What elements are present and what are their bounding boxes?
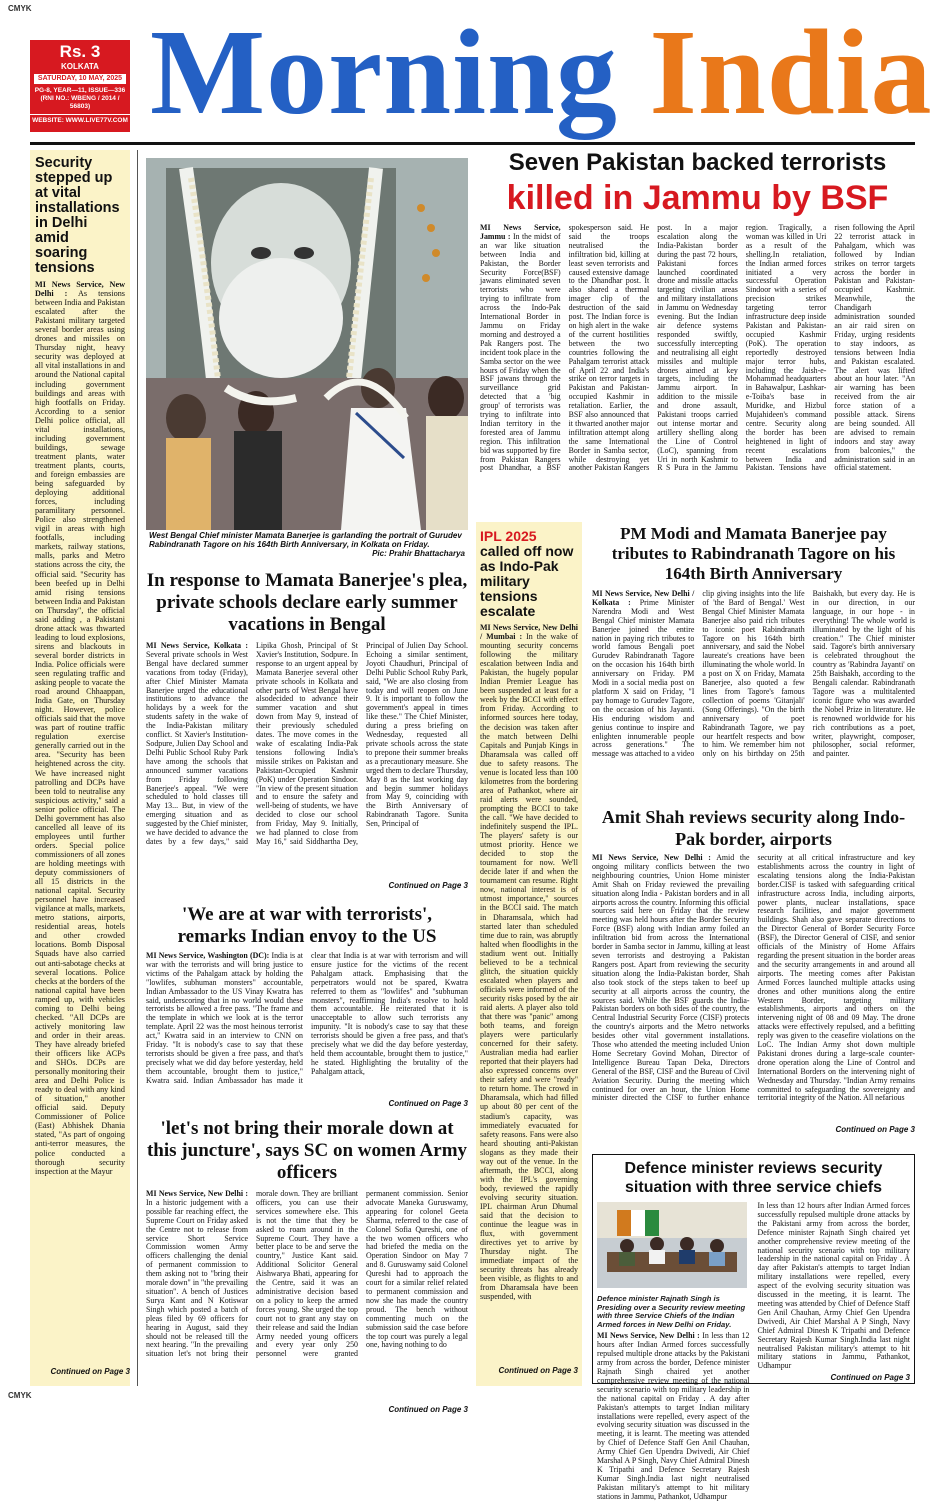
photo-illustration [146,158,468,530]
column-divider [137,150,138,1386]
ipl-headline: called off now as Indo-Pak military tensions escalate [480,543,574,619]
ipl-tag: IPL 2025 [480,528,537,544]
defence-continued[interactable]: Continued on Page 3 [830,1373,910,1382]
masthead-word-india: India [649,5,933,140]
envoy-story [146,904,468,1108]
ipl-body [480,623,578,1363]
defence-meeting-photo [597,1202,747,1288]
schools-story [146,570,468,890]
schools-text: Several private schools in West Bengal have declared summer vacations from today (Friday), after Chief Minister Mamata Banerjee urged the educational institutions to advance the holidays by a week for the students safety in the wake of the India-Pakistan military conflict. St Xavier's Institution-Sodpure, Julien Day School and Delhi Public School Ruby Park have among the schools that announced summer vacations from Friday following Banerjee's appeal. "We were scheduled to hold classes till May 13... But, in view of the emerging situation and as suggested by the Chief minister, we have decided to advance the dates by a few days," said Lipika Ghosh, Principal of St Xavier's Institution, Sodpure. In response to an urgent appeal by Mamata Banerjee several other private schools in Kolkata and other parts of West Bengal have alsodecided to advance their summer vacation and shut down from May 9, instead of their previously scheduled dates. The move comes in the wake of escalating India-Pak tensions following India's missile strikes on Pakistan and Pakistan-Occupied Kashmir (PoK) under Operation Sindoor. "In view of the present situation and to ensure the safety and well-being of students, we have decided to close our school from Friday, May 9. Initially, we had planned to close from May 16," said Siddhartha Dey, Principal of Julien Day School. Echoing a similar sentiment, Joyoti Chaudhuri, Principal of Delhi Public School Ruby Park, said, "We are also closing from today and will reopen on June 9. It is important to follow the government's appeal in times like these." The Chief Minister, during a press briefing on Wednesday, requested all private schools across the state to prepone their summer breaks as a precautionary measure. She urged them to declare Thursday, May 8 as the last working day and begin summer holidays from May 9, coinciding with the Birth Anniversary of Rabindranath Tagore. Sunita Sen, Principal of [146,641,468,846]
ipl-text: In the wake of mounting security concerns following the military escalation between India and Pakistan, the hugely popular Indian Premier League has been suspended at least for a week by the BCCI with effect from Friday. According to informed sources here today, the decision was taken after the match between Delhi Capitals and Punjab Kings in Dharamsala was called off due to safety reasons. The venue is located less than 100 kilometres from the bordering area of Pathankot, where air raid alerts were sounded, prompting the BCCI to take the call. "We have decided to indefinitely suspend the IPL. The players' safety is our utmost priority. Hence we decided to stop the tournament for now. We'll decide later if and when the tournament can resume. Right now, national interest is of utmost importance," sources in the BCCI said. The match in Dharamsala, which had started later than scheduled time due to rain, was abruptly halted when floodlights in the stadium went out. Initially believed to be a technical glitch, the situation quickly escalated when players and officials were informed of the security risks posed by the air raid alerts. A player also told that there was "panic" among both teams, and foreign players were particularly concerned for their safety. Australian media had earlier reported that their players had also expressed concerns over their safety and were "ready" to return home. The crowd in Dharamsala, which had filled up about 80 per cent of the stadium's capacity, was immediately evacuated for safety reasons. Fans were also heard shouting anti-Pakistan slogans as they made their way out of the venue. In the aftermath, the BCCI, along with the IPL's governing body, reviewed the rapidly evolving security situation. IPL chairman Arun Dhumal said that the decision to continue the league was in flux, with government directives yet to arrive by Thursday night. The immediate impact of the security threats has already been visible, as flights to and from Dharamsala have been suspended, with [480,632,578,1302]
tagore-headline: PM Modi and Mamata Banerjee pay tributes to Rabindranath Tagore on his 164th Birth Anniversary [611,524,896,583]
rni-number: (RNI NO.: WBENG / 2014 / 56803) [40,95,120,110]
defence-text: In less than 12 hours after Indian Armed forces successfully repulsed multiple drone attacks by the Pakistani army from across the border, Defence minister Rajnath Singh chaired yet another comprehensive review meeting of the national security scenario with top military leadership in the national capital on Friday . A day after Pakistan's attempts to target Indian military installations were repelled, every aspect of the evolving security situation was discussed in the meeting, it is learnt. The meeting was attended by Chief of Defence Staff Gen Anil Chauhan, Army Chief Gen Upendra Dwivedi, Air Chief Marshal A P Singh, Navy Chief Admiral Dinesh K Tripathi and Defence Secretary Rajesh Kumar Singh.India last night neutralised Pakistan military's attempt to hit military stations in Jammu, Pathankot, Udhampur [597,1331,750,1501]
envoy-continued[interactable]: Continued on Page 3 [388,1099,468,1108]
masthead-word-morning: Morning [150,5,618,140]
issue-meta: PG-8, YEAR—11, ISSUE—336 [34,87,126,94]
website-link[interactable]: WEBSITE: WWW.LIVE77V.COM [30,114,130,124]
lead-text: In the midst of an war like situation between India and Pakistan, the Border Security Force(BSF) jawans eliminated seven terrorists who were trying to infiltrate from across the Indo-Pak International Border in Jammu on Friday morning and destroyed a Pak Rangers post. The incident took place in the Samba sector on the wee hours of Friday when the BSF jawans through the surveillance grid detected that a 'big group' of terrorists was trying to infiltrate into Indian territory in the forested area of Jammu region. This infiltration bid was supported by fire from Pakistan Rangers post Dhandhar, a BSF spokesperson said. He said the troops neutralised the infiltration bid, killing at least seven terrorists and caused extensive damage to the Dhandhar post. It also shared a thermal imager clip of the destruction of the said post. The Indian force is on high alert in the wake of the current hostilities between the two countries following the Pahalgam terrorist attack of April 22 and India's strike on terror targets in Pakistan and Pakistan-occupied Kashmir in retaliation. Earlier, the BSF also announced that it thwarted another major infiltration attempt along the same International Border in Samba sector, while destroying yet another Pakistan Rangers post. In a major escalation along the India-Pakistan border during the past 72 hours, Pakistani forces launched coordinated drone and missile attacks targeting civilian areas and military installations in Jammu on Wednesday evening. But the Indian air defence systems responded swiftly, successfully intercepting and neutralising all eight missiles and multiple drones aimed at key targets, including the Jammu airport. In addition to the missile and drone assault, Pakistani troops carried out intense mortar and artillery shelling along the Line of Control (LoC), spanning from Uri in north Kashmir to R S Pura in the Jammu region. Tragically, a woman was killed in Uri as a result of the shelling.In retaliation, the Indian armed forces initiated a very successful Operation Sindoor with a series of precision strikes targeting terror infrastructure deep inside Pakistan and Pakistan-occupied Kashmir (PoK). The operation reportedly destroyed major terror hubs, including the Jaish-e-Mohammad headquarters in Bahawalpur, Lashkar-e-Toiba's base in Muridke, and Hizbul Mujahideen's command centre. Security along the border has been heightened in light of recent escalations between India and Pakistan. Tensions have risen following the April 22 terrorist attack in Pahalgam, which was followed by Indian strikes on terror targets across the border in Pakistan and Pakistan-occupied Kashmir. Meanwhile, the Chandigarh administration sounded an air raid siren on Friday, urging residents to stay indoors, as tensions between India and Pakistan escalated. The alert was lifted about an hour later. "An air warning has been received from the air force station of a possible attack. Sirens are being sounded. All are advised to remain indoors and stay away from balconies," the administration said in an official statement. [480,223,915,473]
sc-story [146,1118,468,1414]
lead-headline: killed in Jammu by BSF [506,179,889,217]
left-article-headline: Security stepped up at vital installations in Delhi amid soaring tensions [35,155,120,276]
lead-photo-caption [146,530,468,559]
shah-text: Amid the ongoing military conflicts between the two neighbouring countries, Union Home minister Amit Shah on Friday reviewed the prevailing situation along India - Pakistan borders and in all airports across the country. Informing this official sources said here on Friday that the review meeting was held hours after the Border Security Force (BSF) along with Indian army foiled an infiltration bid from across the International border in Samba sector in Jammu, killing at least seven terrorists and destroying a Pakistan Rangers post. Apart from reviewing the security situation along the India-Pakistan border, Shah also took stock of the steps taken to beef up security at all airports across the country, the sources said. While the BSF guards the India-Pakistan borders on both sides of the country, the Central Industrial Security Force (CISF) protects the country's airports and the Metro networks besides other vital government installations. Those who attended the meeting included Union Home Secretary Govind Mohan, Director of Intelligence Bureau Tapan Deka, Directors General of the BSF, CISF and the Bureau of Civil Aviation Security. During the meeting which continued for over an hour, the Union Home minister directed the CISF to further enhance security at all critical infrastructure and key establishments across the country in light of escalating tensions along the India-Pakistan border.CISF is tasked with safeguarding critical infrastructure across India, including airports, power plants, nuclear installations, space research facilities, and major government buildings. Shah also gave separate directions to the Director General of Border Security Force (BSF), the Director General of CISF, and senior officials of the Ministry of Home Affairs regarding the present situation in the border areas and the security arrangements in and around all airports. The meeting comes after Pakistan Armed Forces launched multiple attacks using drones and other munitions along the entire Western Border, targeting military establishments, airports and others on the intervening night of 08 and 09 May. The drone attacks were effectively repulsed, and a befitting reply was given to the ceasefire violations on the LoC. The Indian Army shot down multiple Pakistani drones during a large-scale counter-drone operation along the Line of Control and International Borders on the intervening night of Wednesday and Thursday. "Indian Army remains committed to safeguarding the sovereignty and territorial integrity of the Nation. All nefarious [592,853,915,1103]
schools-headline: In response to Mamata Banerjee's plea, private schools declare early summer vacations in Bengal [146,570,468,635]
schools-continued[interactable]: Continued on Page 3 [388,881,468,890]
tagore-story [592,524,915,796]
left-article-dateline: MI News Service, New Delhi : [35,280,125,299]
ipl-dateline: MI News Service, New Delhi / Mumbai : [480,623,578,642]
ipl-continued[interactable]: Continued on Page 3 [498,1366,578,1375]
price: Rs. 3 [59,42,101,61]
shah-continued[interactable]: Continued on Page 3 [835,1125,915,1134]
newspaper-masthead [150,5,933,140]
defence-body-left [597,1331,750,1501]
masthead-rule [30,142,915,145]
sc-body [146,1190,468,1402]
edition-city: KOLKATA [61,62,99,71]
envoy-text: India is at war with the terrorists and will bring justice to victims of the Pahalgam attack by holding the "lowlifes, subhuman monsters" accountable, Indian Ambassador to the US Vinay Kwatra has said, underscoring that in no world would these terrorists be allowed a free pass. "The frame and the template in which we look at is the terror template. April 22 was the most heinous terrorist act," Kwatra said in an interview to CNN on Friday. "It is nobody's case to say that these terrorists should be given a free pass, and that's precisely what we did day before yesterday, held them accountable, brought them to justice," Kwatra said. Indian Ambassador has made it clear that India is at war with terrorism and will ensure justice for the victims of the recent Pahalgam attack. Emphasising that the perpetrators would not be spared, Kwatra referred to them as "lowlifes" and "subhuman monsters", reaffirming India's resolve to hold them accountable. He reiterated that it is unacceptable to allow such terrorists any impunity. "It is nobody's case to say that these terrorists should be given a free pass, and that's precisely what we did the day before yesterday, held them accountable, brought them to justice," he stated. Highlighting the brutality of the Pahalgam attack, [146,951,468,1085]
sc-dateline: MI News Service, New Delhi : [146,1189,248,1198]
lead-kicker: Seven Pakistan backed terrorists [508,149,887,176]
price-box [30,40,130,132]
lead-photo [146,158,468,530]
left-column-article [30,150,130,1386]
tagore-body [592,590,915,796]
shah-headline: Amit Shah reviews security along Indo-Pak border, airports [601,807,906,849]
lead-story [480,148,915,516]
shah-body [592,854,915,1122]
defence-story [592,1154,915,1501]
schools-dateline: MI News Service, Kolkata : [146,641,248,650]
left-continued[interactable]: Continued on Page 3 [50,1367,130,1376]
schools-body [146,642,468,878]
tagore-dateline: MI News Service, New Delhi / Kolkata : [592,589,695,607]
defence-dateline: MI News Service, New Delhi : [597,1331,700,1341]
left-article-text: As tensions between India and Pakistan escalated after the Pakistani military targeted several border areas using drones and missiles on Thursday night, heavy security was deployed at all vital installations in and around the National capital including government buildings and areas with high footfalls on Friday. According to a senior Delhi police official, all vital installations, including government buildings, sewage treatment plants, water treatment plants, courts, and foreign embassies are being safeguarded by deploying additional forces, including paramilitary personnel. Police also strengthened vigil in areas with high footfalls, including markets, railway stations, malls, parks and Metro stations across the city, the official said. "Security has been beefed up in Delhi amid rising tensions between India and Pakistan on Thursday", the official said adding , a Pakistani drone attack was thwarted leading to loud explosions, sirens and blackouts in several border districts in India. Police officials were seen regulating traffic and asking people to vacate the road around Chhaappan, India Gate, on Thursday night. However, police officials said that the move was part of routine traffic regulation exercise generally carried out in the area. "Security has been heightened across the city. We have increased night patrolling and DCPs have been told to neutralise any suspicious activity," said a senior police official. The Delhi government has also cancelled all leave of its employees until further orders. Special police commissioners of all zones are holding meetings with deputy commissioners of all 15 districts in the national capital. Security personnel have increased vigilance at malls, markets, metro stations, airports, residential areas, hotels and other crowded locations. Bomb Disposal Squads have also carried out anti-sabotage checks at several locations. Police checks at the borders of the national capital have been ramped up, with vehicles coming to Delhi being checked. "All DCPs are actively monitoring law and order in their areas. They have already briefed their officers like ACPs and SHOs. DCPs are personally monitoring their area and Delhi Police is ready to deal with any kind of situation," another official said. Deputy Commissioner of Police (East) Abhishek Dhania stated, "As part of ongoing anti-terror measures, the police conducted a thorough security inspection at the Mayur [35,289,125,1176]
issue-date: SATURDAY, 10 MAY, 2025 [34,74,126,84]
sc-text: In a historic judgement with a possible far reaching effect, the Supreme Court on Friday asked the Centre not to release from service Short Service Commission women Army officers challenging the denial of permanent commission to them asking not to "bring their morale down" in "the prevailing situation". A bench of Justices Surya Kant and N Kotiswar Singh which posted a batch of pleas filed by 69 officers for hearing in August, said they should not be released till the next hearing. "In the prevailing situation let's not bring their morale down. They are brilliant officers, you can use their services somewhere else. This is not the time that they be asked to roam around in the Supreme Court. They have a better place to be and serve the country," Justice Kant said. Additional Solicitor General Aishwarya Bhati, appearing for the Centre, said it was an administrative decision based on a policy to keep the armed forces young. She urged the top court not to grant any stay on their release and said the Indian Army needed young officers and every year only 250 personnel were granted permanent commission. Senior advocate Maneka Guruswamy, appearing for colonel Geeta Sharma, referred to the case of Colonel Sofia Qureshi, one of the two women officers who had briefed the media on the Operation Sindoor on May 7 and 8. Guruswamy said Colonel Qureshi had to approach the court for a similar relief related to permanent commission and now she has made the country proud. The bench without commenting much on the submission said the case before the top court was purely a legal one, having nothing to do [146,1189,468,1359]
envoy-headline: 'We are at war with terrorists', remarks Indian envoy to the US [177,904,437,947]
ipl-story [476,522,582,1386]
tagore-text: Prime Minister Narendra Modi and West Bengal Chief minister Mamata Banerjee joined the entire nation in paying rich tributes to world famous Bengali poet Gurudev Rabindranath Tagore on the occasion his 164th birth anniversary on Friday. PM Modi in a social media post on platform X said on Friday, "I pay homage to Gurudev Tagore, on the occasion of his Jayanti. His enduring wisdom and genius continue to inspire and enlighten innumerable people across generations." The message was attached to a video clip giving insights into the life of 'the Bard of Bengal.' West Bengal Chief Minister Mamata Banerjee also paid rich tributes to iconic poet Rabindranath Tagore on his 164th birth anniversary, and said the Nobel laureate's creations have been illuminating the whole world. In a post on X on Friday, Mamata Banerjee, also quoted a few lines from Tagore's famous collection of poems 'Gitanjali' (Song Offerings). "On the birth anniversary of poet Rabindranath Tagore, we pay our heartfelt respects and bow to him. We remember him not only on his birthday on 25th Baishakh, but every day. He is in our direction, in our language, in our hope - in everything! The whole world is illuminated by the light of his creation." The Chief minister said. Tagore's birth anniversary is celebrated throughout the country as 'Rabindra Jayanti' on 25th Baishakh, according to the Bengali calendar. Rabindranath Tagore was a multitalented iconic figure who was awarded the Nobel Prize in literature. He is renowned worldwide for his rich contributions as a poet, writer, playwright, composer, philosopher, social reformer, and painter. [592,589,915,759]
left-article-body [35,280,125,1176]
shah-dateline: MI News Service, New Delhi : [592,853,711,862]
shah-story [592,806,915,1134]
defence-photo-caption: Defence minister Rajnath Singh is Presiding over a Security review meeting with three Service Chiefs of the Indian Armed forces in New Delhi on Friday. [597,1294,746,1329]
defence-text-continued: In less than 12 hours after Indian Armed forces successfully repulsed multiple drone attacks by the Pakistani army from across the border, Defence minister Rajnath Singh chaired yet another comprehensive review meeting of the national security scenario with top military leadership in the national capital on Friday . A day after Pakistan's attempts to target Indian military installations were repelled, every aspect of the evolving security situation was discussed in the meeting, it is learnt. The meeting was attended by Chief of Defence Staff Gen Anil Chauhan, Army Chief Gen Upendra Dwivedi, Air Chief Marshal A P Singh, Navy Chief Admiral Dinesh K Tripathi and Defence Secretary Rajesh Kumar Singh.India last night neutralised Pakistan military's attempt to hit military stations in Jammu, Pathankot, Udhampur [757,1201,910,1371]
envoy-dateline: MI News Service, Washington (DC): [146,951,270,960]
defence-headline: Defence minister reviews security situation with three service chiefs [624,1160,883,1196]
defence-body-right [758,1202,911,1370]
registration-mark-top: CMYK [8,4,32,13]
lead-body [480,224,915,516]
lead-dateline: MI News Service, Jammu : [480,223,561,241]
sc-continued[interactable]: Continued on Page 3 [388,1405,468,1414]
photo-credit: Pic: Prahir Bhattacharya [372,549,465,558]
sc-headline: 'let's not bring their morale down at this juncture', says SC on women Army officers [146,1118,468,1183]
caption-text: West Bengal Chief minister Mamata Banerjee is garlanding the portrait of Gurudev Rabindranath Tagore on his 164th Birth Anniversary, in Kolkata on Friday. [149,531,462,549]
registration-mark-bottom: CMYK [8,1391,32,1400]
envoy-body [146,952,468,1096]
